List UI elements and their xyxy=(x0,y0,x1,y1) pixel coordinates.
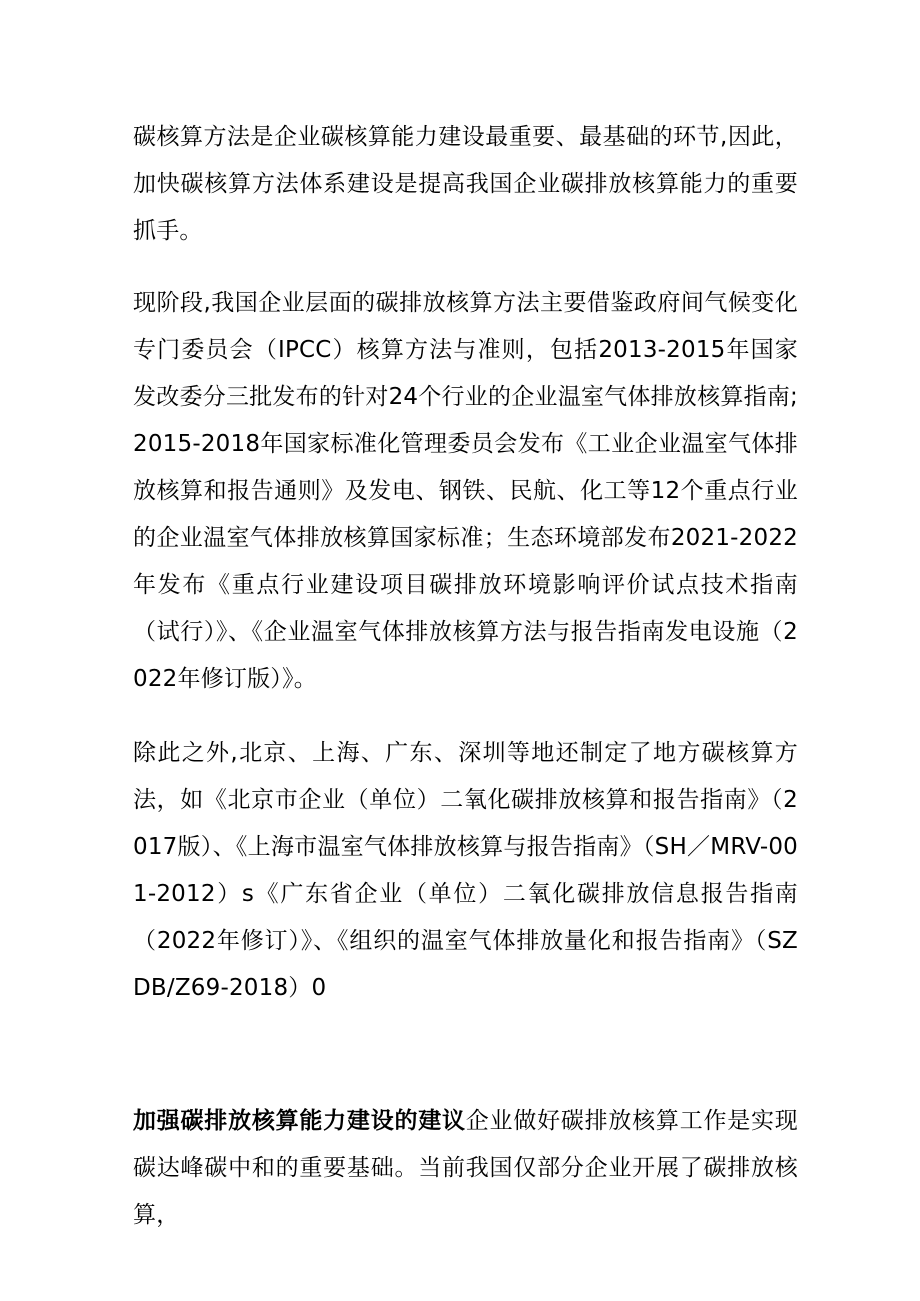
paragraph-carbon-accounting-intro xyxy=(133,114,798,255)
paragraph-text: 现阶段,我国企业层面的碳排放核算方法主要借鉴政府间气候变化专门委员会（IPCC）核算方法与准则，包括2013-2015年国家发改委分三批发布的针对24个行业的企业温室气体排放核算指南;2015-2018年国家标准化管理委员会发布《工业企业温室气体排放核算和报告通则》及发电、钢铁、民航、化工等12个重点行业的企业温室气体排放核算国家标准；生态环境部发布2021-2022年发布《重点行业建设项目碳排放环境影响评价试点技术指南（试行）》、《企业温室气体排放核算方法与报告指南发电设施（2022年修订版）》。 xyxy=(133,290,798,692)
paragraph-text: 除此之外,北京、上海、广东、深圳等地还制定了地方碳核算方法，如《北京市企业（单位）二氧化碳排放核算和报告指南》（2017版）、《上海市温室气体排放核算与报告指南》（SH／MRV-001-2012）s《广东省企业（单位）二氧化碳排放信息报告指南（2022年修订）》、《组织的温室气体排放量化和报告指南》（SZDB/Z69-2018）0 xyxy=(133,740,798,1001)
paragraph-recommendations xyxy=(133,1098,798,1239)
paragraph-local-methods xyxy=(133,730,798,1012)
paragraph-text: 企业做好碳排放核算工作是实现碳达峰碳中和的重要基础。当前我国仅部分企业开展了碳排放核算， xyxy=(133,1108,798,1228)
paragraph-current-methods xyxy=(133,280,798,703)
paragraph-text: 碳核算方法是企业碳核算能力建设最重要、最基础的环节,因此，加快碳核算方法体系建设是提高我国企业碳排放核算能力的重要抓手。 xyxy=(133,124,798,244)
section-heading: 加强碳排放核算能力建设的建议 xyxy=(133,1108,466,1134)
